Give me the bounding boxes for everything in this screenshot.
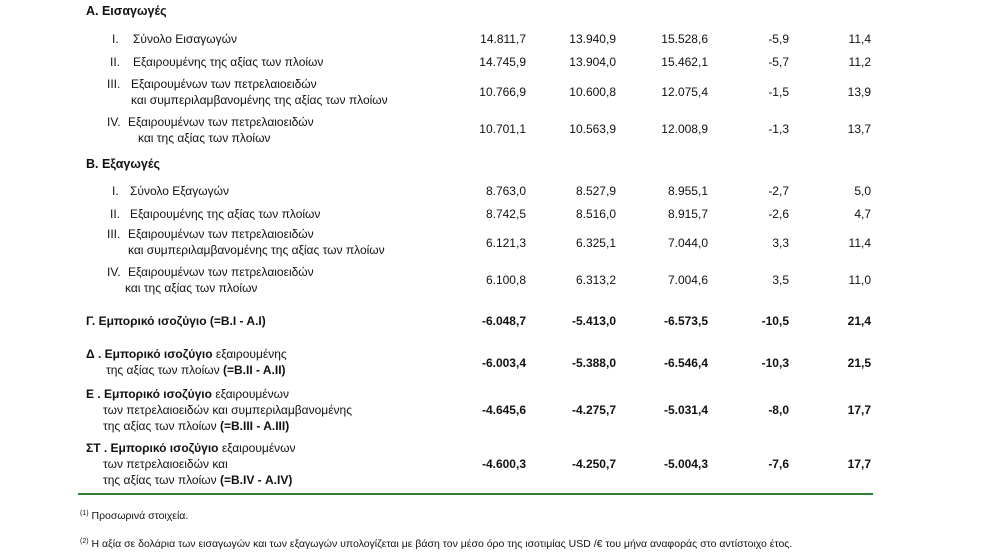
cell: -4.250,7 <box>571 457 616 471</box>
cell: -1,5 <box>768 85 789 99</box>
row-label: και της αξίας των πλοίων <box>125 281 258 295</box>
row-label: Εξαιρουμένης της αξίας των πλοίων <box>133 55 324 69</box>
cell: -5.388,0 <box>571 356 616 370</box>
cell: 7.044,0 <box>667 236 708 250</box>
cell: 21,4 <box>847 314 871 328</box>
row-num: III. <box>107 227 121 241</box>
row-num: I. <box>112 32 119 46</box>
cell: 17,7 <box>847 403 871 417</box>
row-label: και της αξίας των πλοίων <box>138 131 271 145</box>
cell: 6.313,2 <box>575 273 616 287</box>
row-label: Εξαιρουμένων των πετρελαιοειδών <box>128 227 314 241</box>
cell: 8.742,5 <box>485 207 526 221</box>
table-bottom-rule <box>78 493 873 495</box>
section-a-title: Α. Εισαγωγές <box>86 4 167 18</box>
cell: 11,4 <box>848 32 871 46</box>
cell: 10.701,1 <box>479 122 526 136</box>
section-d-title: Δ . Εμπορικό ισοζύγιο εξαιρουμένης <box>86 347 287 361</box>
cell: 3,5 <box>772 273 789 287</box>
section-e-line3: της αξίας των πλοίων (=Β.ΙΙΙ - Α.ΙΙΙ) <box>103 419 290 433</box>
cell: 15.528,6 <box>661 32 708 46</box>
row-num: II. <box>110 207 121 221</box>
section-b-title: Β. Εξαγωγές <box>86 157 161 171</box>
cell: 6.100,8 <box>485 273 526 287</box>
cell: -5,7 <box>768 55 789 69</box>
cell: 14.745,9 <box>479 55 526 69</box>
cell: 5,0 <box>854 184 871 198</box>
cell: -10,3 <box>761 356 789 370</box>
cell: 13.904,0 <box>569 55 616 69</box>
cell: -5.413,0 <box>571 314 616 328</box>
footnote-1: $^{(1)}$ Προσωρινά στοιχεία. <box>80 510 189 522</box>
cell: 6.121,3 <box>485 236 526 250</box>
cell: -2,6 <box>768 207 789 221</box>
cell: 8.527,9 <box>575 184 616 198</box>
cell: 10.563,9 <box>569 122 616 136</box>
section-st-line2: των πετρελαιοειδών και <box>103 457 228 471</box>
cell: -1,3 <box>768 122 789 136</box>
cell: -2,7 <box>768 184 789 198</box>
cell: -7,6 <box>768 457 789 471</box>
section-st-line3: της αξίας των πλοίων (=Β.IV - Α.IV) <box>103 473 293 487</box>
cell: 13,7 <box>847 122 871 136</box>
cell: 21,5 <box>847 356 871 370</box>
cell: -5.004,3 <box>663 457 708 471</box>
row-num: IV. <box>107 115 121 129</box>
cell: 13.940,9 <box>569 32 616 46</box>
row-label: Εξαιρουμένων των πετρελαιοειδών <box>128 265 314 279</box>
cell: -4.600,3 <box>481 457 526 471</box>
cell: 17,7 <box>847 457 871 471</box>
row-label: Εξαιρουμένης της αξίας των πλοίων <box>130 207 321 221</box>
cell: -6.048,7 <box>481 314 526 328</box>
section-e-line2: των πετρελαιοειδών και συμπεριλαμβανομένης <box>103 403 353 417</box>
row-label: Εξαιρουμένων των πετρελαιοειδών <box>128 115 314 129</box>
cell: -4.645,6 <box>481 403 526 417</box>
cell: 14.811,7 <box>480 32 526 46</box>
cell: 15.462,1 <box>661 55 708 69</box>
section-d-line2: της αξίας των πλοίων (=Β.ΙΙ - Α.ΙΙ) <box>106 363 286 377</box>
cell: 8.516,0 <box>575 207 616 221</box>
cell: -8,0 <box>768 403 789 417</box>
cell: 7.004,6 <box>667 273 708 287</box>
row-num: III. <box>107 77 121 91</box>
cell: 4,7 <box>854 207 871 221</box>
cell: 11,0 <box>848 273 871 287</box>
cell: 8.955,1 <box>667 184 708 198</box>
cell: -6.003,4 <box>481 356 526 370</box>
row-num: IV. <box>107 265 121 279</box>
row-num: II. <box>110 55 121 69</box>
cell: 12.075,4 <box>661 85 708 99</box>
cell: -10,5 <box>761 314 789 328</box>
row-num: I. <box>112 184 119 198</box>
section-g-title: Γ. Εμπορικό ισοζύγιο (=Β.Ι - Α.Ι) <box>86 314 266 328</box>
row-label: Σύνολο Εισαγωγών <box>133 32 238 46</box>
cell: 3,3 <box>772 236 789 250</box>
cell: 10.766,9 <box>479 85 526 99</box>
cell: 10.600,8 <box>569 85 616 99</box>
row-label: και συμπεριλαμβανομένης της αξίας των πλοίων <box>131 93 388 107</box>
row-label: Εξαιρουμένων των πετρελαιοειδών <box>131 77 317 91</box>
cell: -5,9 <box>768 32 789 46</box>
cell: 6.325,1 <box>575 236 616 250</box>
cell: -5.031,4 <box>663 403 708 417</box>
section-e-title: Ε . Εμπορικό ισοζύγιο εξαιρουμένων <box>86 387 290 401</box>
cell: -4.275,7 <box>571 403 616 417</box>
cell: 11,2 <box>848 55 871 69</box>
cell: -6.546,4 <box>663 356 708 370</box>
row-label: Σύνολο Εξαγωγών <box>130 184 229 198</box>
cell: 8.915,7 <box>667 207 708 221</box>
section-st-title: ΣΤ . Εμπορικό ισοζύγιο εξαιρουμένων <box>86 441 296 455</box>
cell: -6.573,5 <box>663 314 708 328</box>
cell: 11,4 <box>848 236 871 250</box>
cell: 8.763,0 <box>485 184 526 198</box>
cell: 12.008,9 <box>661 122 708 136</box>
row-label: και συμπεριλαμβανομένης της αξίας των πλοίων <box>128 243 385 257</box>
cell: 13,9 <box>847 85 871 99</box>
footnote-2: $^{(2)}$ Η αξία σε δολάρια των εισαγωγών και των εξαγωγών υπολογίζεται με βάση τον μέσο όρο της ισοτιμίας USD /€ του μήνα αναφοράς στο αντίστοιχο έτος. <box>80 538 793 550</box>
